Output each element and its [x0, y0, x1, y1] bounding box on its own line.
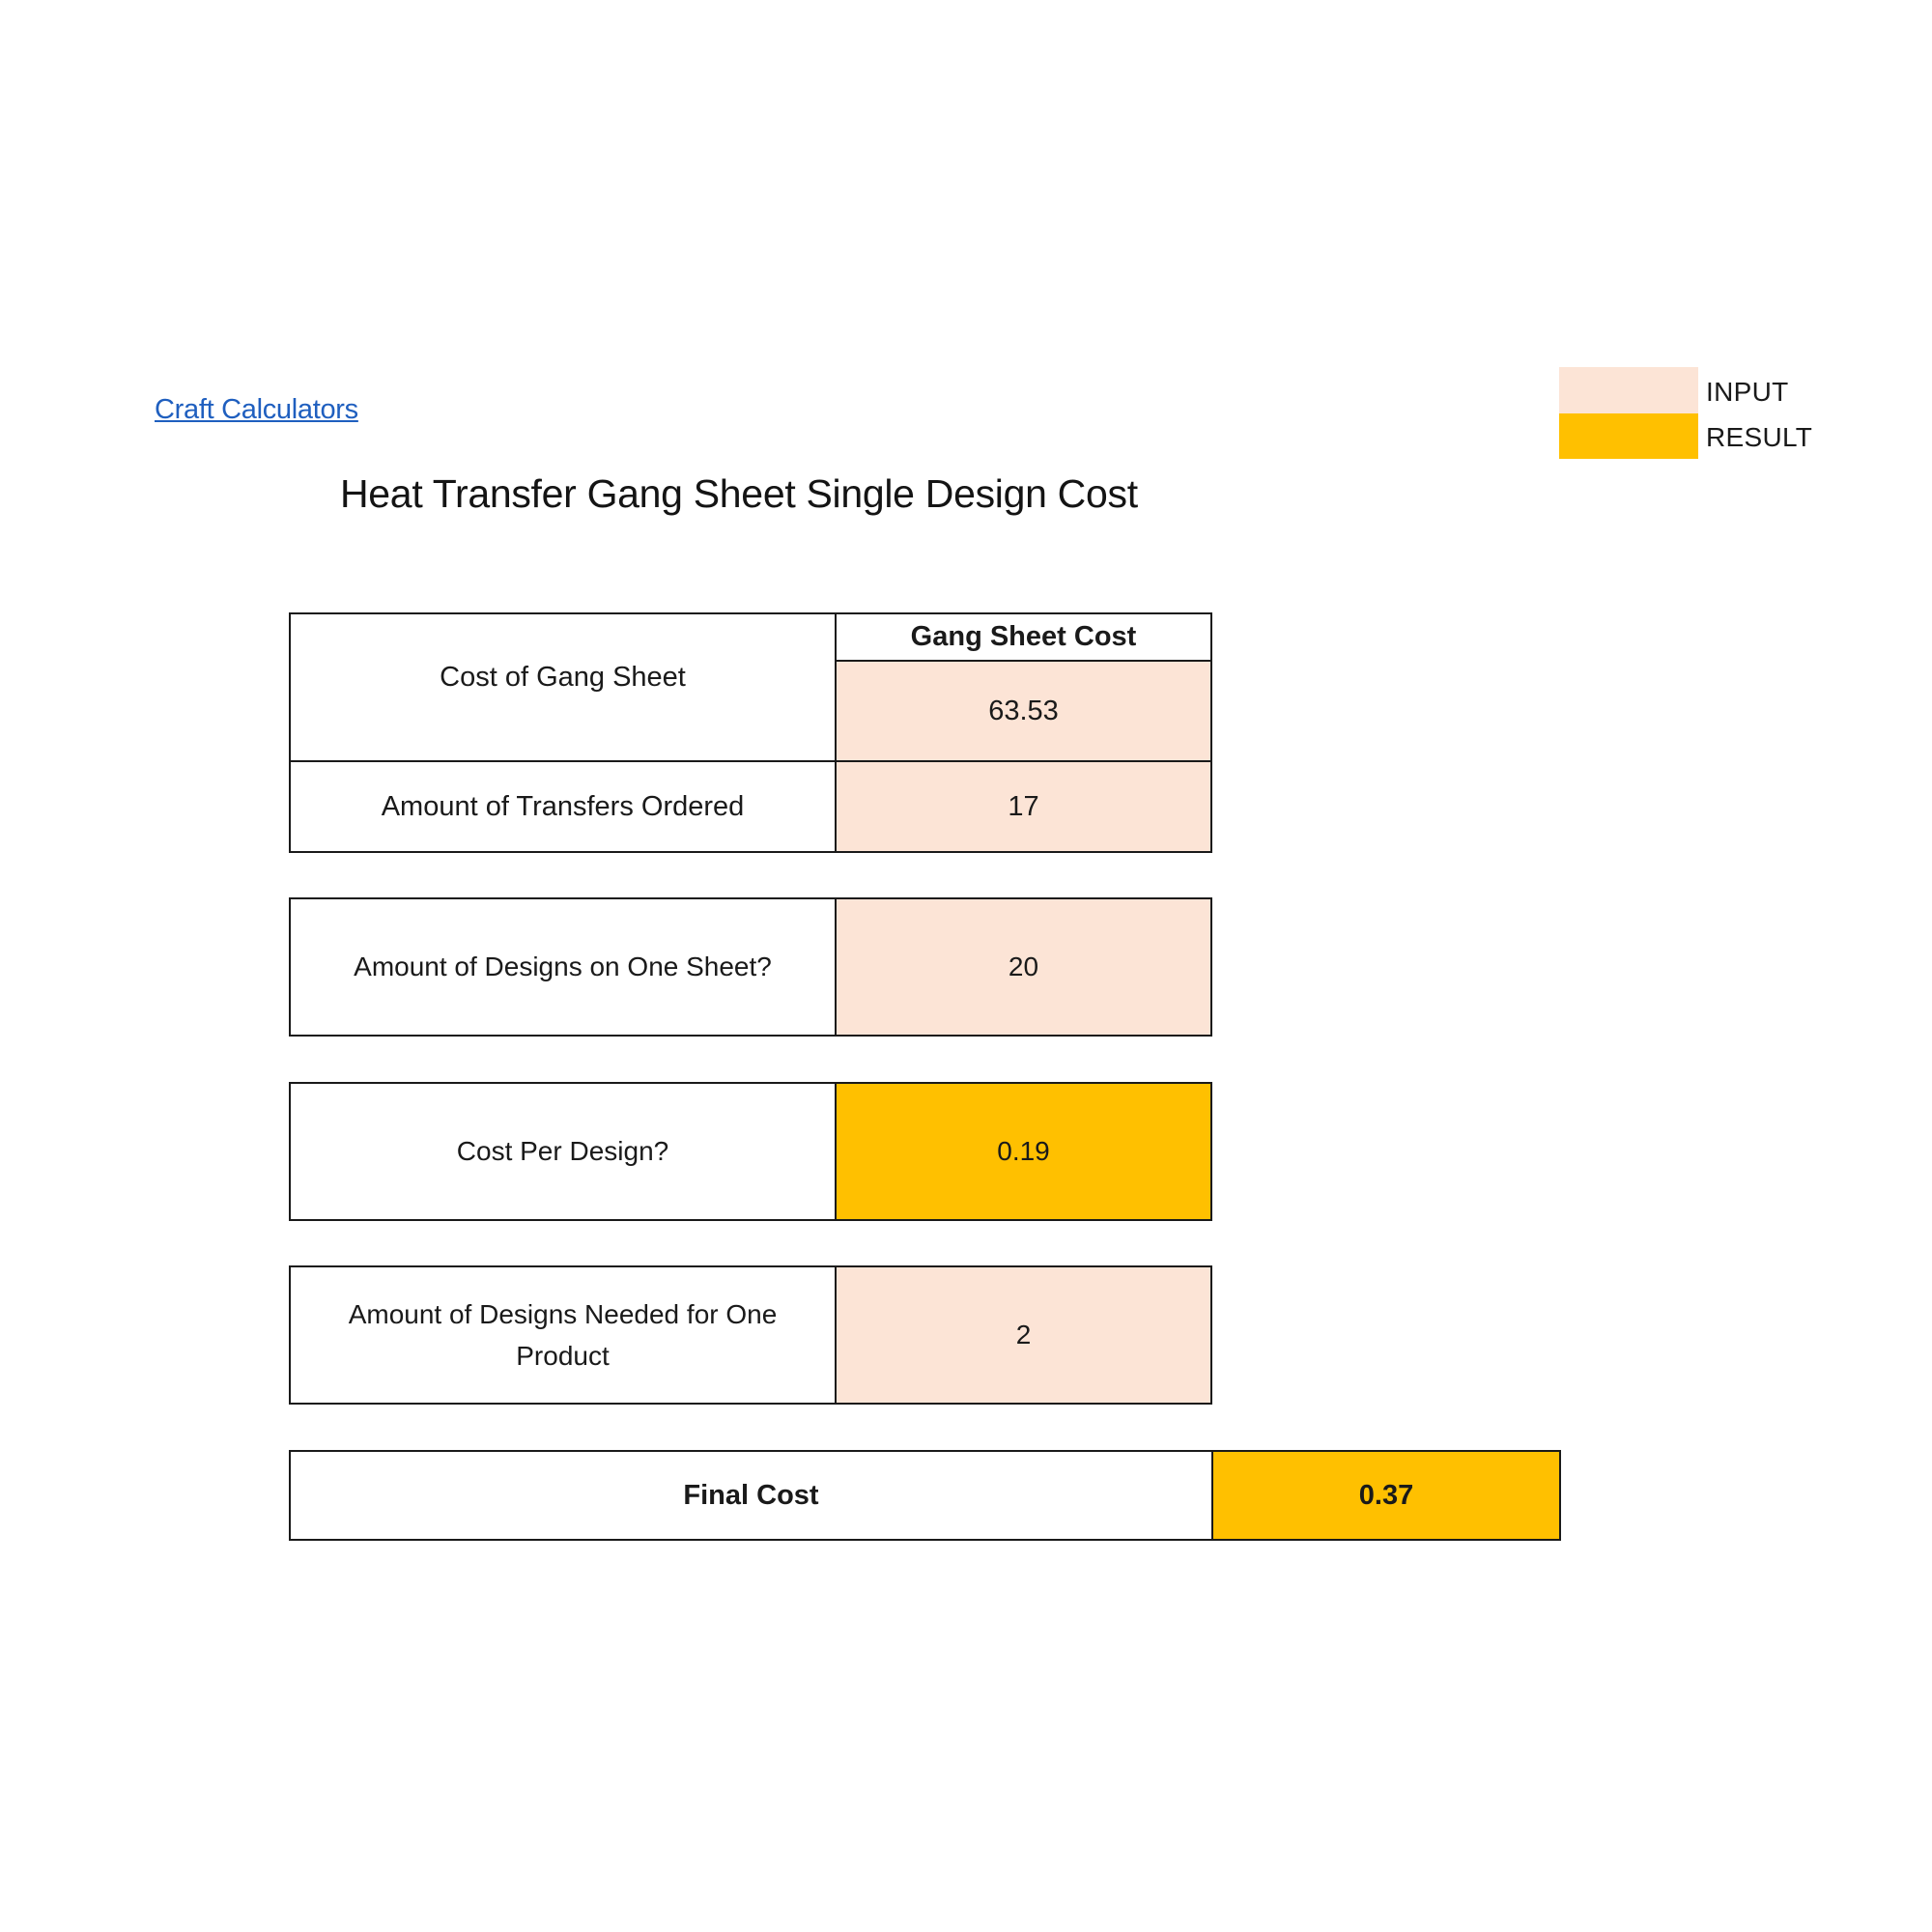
divider: [835, 899, 837, 1035]
divider: [835, 1084, 837, 1219]
transfers-ordered-label: Amount of Transfers Ordered: [291, 762, 835, 851]
gang-sheet-table: [289, 612, 1212, 853]
cost-per-design-label: Cost Per Design?: [291, 1084, 835, 1219]
legend-input-label: INPUT: [1706, 377, 1789, 407]
divider: [837, 660, 1210, 662]
gang-sheet-cost-header: Gang Sheet Cost: [837, 614, 1210, 660]
craft-calculators-link[interactable]: Craft Calculators: [155, 394, 358, 425]
divider: [835, 614, 837, 851]
divider: [1211, 1452, 1213, 1539]
final-cost-result: 0.37: [1213, 1452, 1559, 1539]
designs-per-product-table: [289, 1265, 1212, 1405]
designs-on-sheet-input[interactable]: 20: [837, 899, 1210, 1035]
legend-result-swatch: [1559, 413, 1698, 459]
legend-result-label: RESULT: [1706, 422, 1813, 452]
cost-of-gang-sheet-label: Cost of Gang Sheet: [291, 614, 835, 760]
designs-per-product-input[interactable]: 2: [837, 1267, 1210, 1403]
designs-on-sheet-table: [289, 897, 1212, 1037]
divider: [835, 1267, 837, 1403]
divider: [291, 760, 1210, 762]
legend-input-swatch: [1559, 367, 1698, 413]
cost-per-design-table: [289, 1082, 1212, 1221]
final-cost-label: Final Cost: [291, 1452, 1211, 1539]
designs-on-sheet-label: Amount of Designs on One Sheet?: [291, 899, 835, 1035]
gang-sheet-cost-input[interactable]: 63.53: [837, 662, 1210, 760]
cost-per-design-result: 0.19: [837, 1084, 1210, 1219]
final-cost-table: [289, 1450, 1561, 1541]
page-title: Heat Transfer Gang Sheet Single Design Cost: [340, 471, 1138, 516]
transfers-ordered-input[interactable]: 17: [837, 762, 1210, 851]
designs-per-product-label: Amount of Designs Needed for One Product: [291, 1267, 835, 1403]
